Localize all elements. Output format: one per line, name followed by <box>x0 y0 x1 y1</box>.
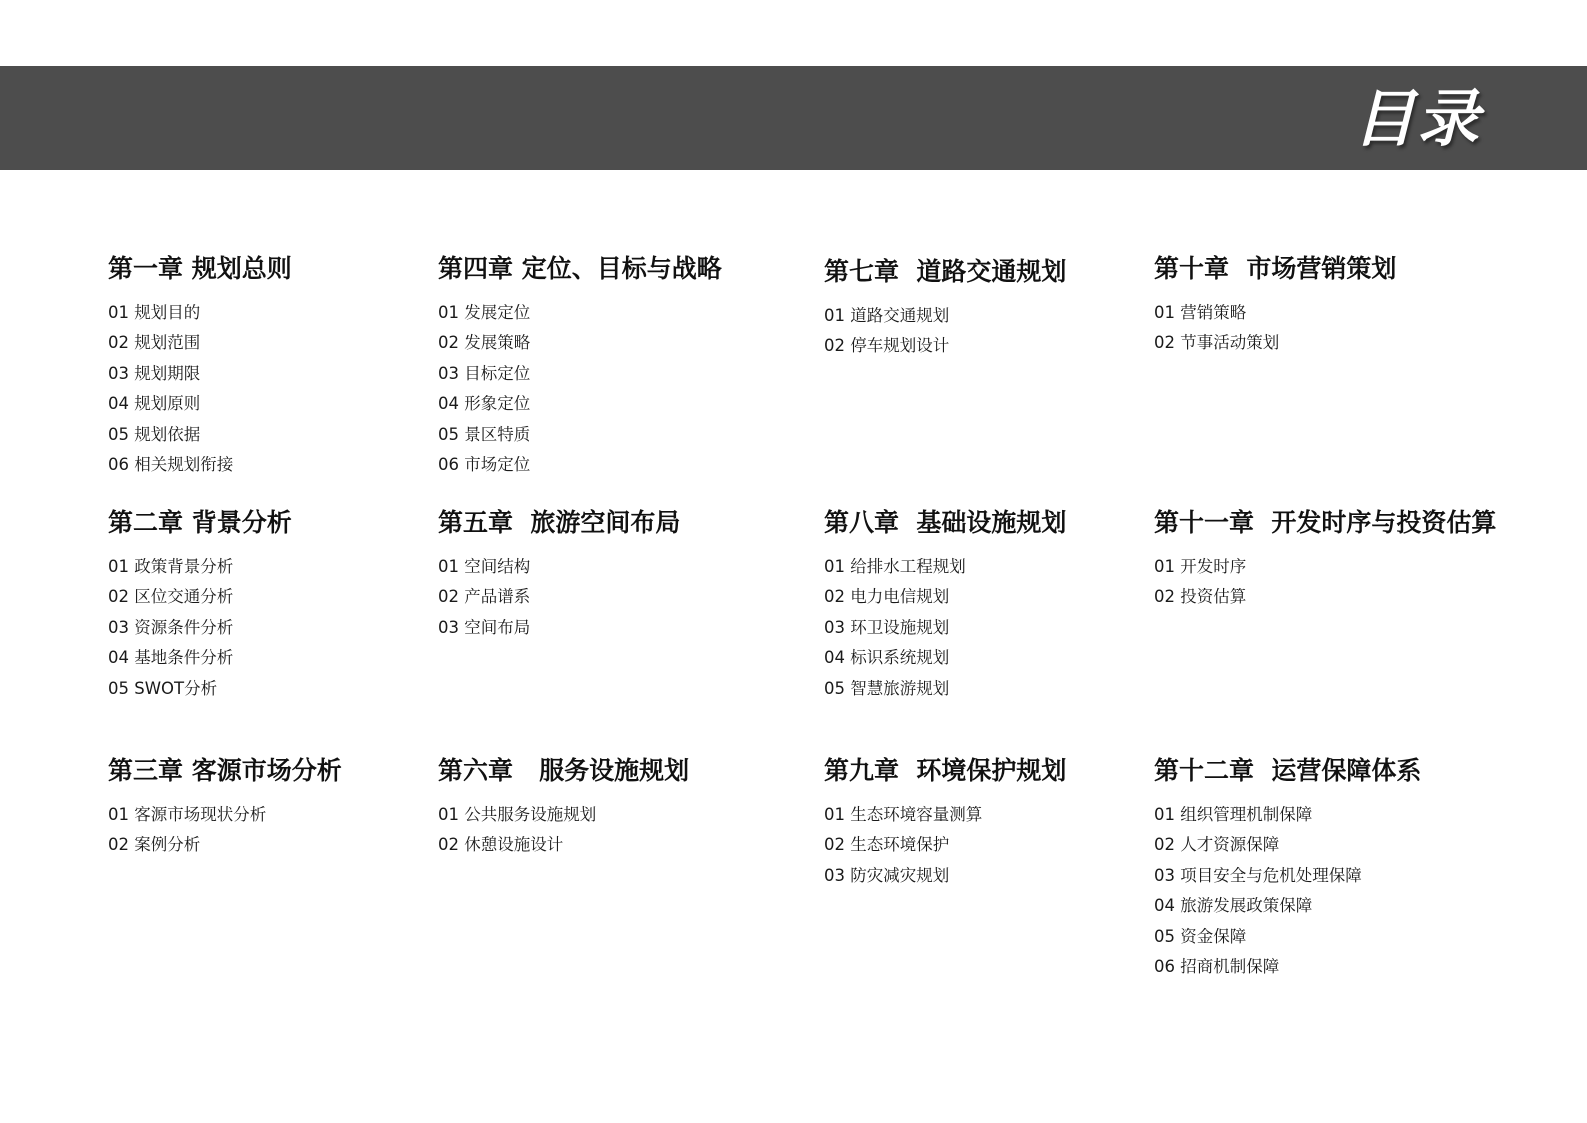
section-item[interactable]: 01 空间结构 <box>438 557 531 576</box>
section-item[interactable]: 02 休憩设施设计 <box>438 835 564 855</box>
section-item[interactable]: 04 标识系统规划 <box>824 648 950 668</box>
header-band <box>0 66 1587 170</box>
chapter-title[interactable]: 第八章 基础设施规划 <box>824 508 1067 537</box>
section-list <box>108 298 292 480</box>
chapter-11 <box>1154 506 1496 613</box>
chapter-8 <box>824 506 1066 704</box>
section-list <box>824 301 1066 362</box>
chapter-title[interactable]: 第二章 背景分析 <box>108 508 292 537</box>
section-item[interactable]: 04 规划原则 <box>108 394 201 414</box>
section-item[interactable]: 01 发展定位 <box>438 303 531 322</box>
section-item[interactable]: 01 营销策略 <box>1154 303 1247 322</box>
chapter-7 <box>824 255 1066 362</box>
chapter-10 <box>1154 252 1396 359</box>
section-item[interactable]: 01 公共服务设施规划 <box>438 805 597 824</box>
section-item[interactable]: 03 目标定位 <box>438 363 531 383</box>
section-item[interactable]: 02 人才资源保障 <box>1154 835 1280 855</box>
section-item[interactable]: 01 客源市场现状分析 <box>108 805 267 824</box>
section-list <box>1154 800 1421 982</box>
chapter-title[interactable]: 第一章 规划总则 <box>108 254 292 283</box>
section-item[interactable]: 01 生态环境容量测算 <box>824 805 983 824</box>
section-item[interactable]: 02 停车规划设计 <box>824 336 950 356</box>
section-item[interactable]: 02 规划范围 <box>108 333 201 353</box>
section-item[interactable]: 02 投资估算 <box>1154 587 1247 607</box>
section-item[interactable]: 03 资源条件分析 <box>108 617 234 637</box>
chapter-3 <box>108 754 342 861</box>
chapter-12 <box>1154 754 1421 982</box>
section-list <box>438 800 689 861</box>
section-item[interactable]: 01 道路交通规划 <box>824 306 950 325</box>
section-item[interactable]: 03 空间布局 <box>438 617 531 637</box>
chapter-6 <box>438 754 689 861</box>
section-item[interactable]: 01 政策背景分析 <box>108 557 234 576</box>
section-item[interactable]: 05 资金保障 <box>1154 926 1247 946</box>
chapter-title[interactable]: 第三章 客源市场分析 <box>108 756 342 785</box>
section-item[interactable]: 02 节事活动策划 <box>1154 333 1280 353</box>
section-item[interactable]: 01 规划目的 <box>108 303 201 322</box>
section-list <box>108 800 342 861</box>
section-item[interactable]: 01 开发时序 <box>1154 557 1247 576</box>
chapter-title[interactable]: 第九章 环境保护规划 <box>824 756 1067 785</box>
section-item[interactable]: 04 旅游发展政策保障 <box>1154 896 1313 916</box>
chapter-title[interactable]: 第七章 道路交通规划 <box>824 257 1067 286</box>
section-item[interactable]: 04 形象定位 <box>438 394 531 414</box>
section-item[interactable]: 06 招商机制保障 <box>1154 957 1280 977</box>
section-list <box>438 298 722 480</box>
chapter-title[interactable]: 第十二章 运营保障体系 <box>1154 756 1422 785</box>
chapter-title[interactable]: 第六章 服务设施规划 <box>438 756 690 785</box>
section-item[interactable]: 01 组织管理机制保障 <box>1154 805 1313 824</box>
section-list <box>824 800 1066 891</box>
section-list <box>1154 552 1496 613</box>
section-item[interactable]: 03 防灾减灾规划 <box>824 865 950 885</box>
section-item[interactable]: 02 发展策略 <box>438 333 531 353</box>
section-item[interactable]: 03 环卫设施规划 <box>824 617 950 637</box>
section-item[interactable]: 02 区位交通分析 <box>108 587 234 607</box>
section-item[interactable]: 05 智慧旅游规划 <box>824 678 950 698</box>
chapter-5 <box>438 506 680 643</box>
section-item[interactable]: 02 产品谱系 <box>438 587 531 607</box>
page-title: 目录 <box>1352 82 1481 155</box>
chapter-title[interactable]: 第十一章 开发时序与投资估算 <box>1154 508 1497 537</box>
section-list <box>108 552 292 704</box>
section-item[interactable]: 04 基地条件分析 <box>108 648 234 668</box>
section-item[interactable]: 02 案例分析 <box>108 835 201 855</box>
chapter-title[interactable]: 第十章 市场营销策划 <box>1154 254 1397 283</box>
section-item[interactable]: 05 景区特质 <box>438 424 531 444</box>
chapter-1 <box>108 252 292 480</box>
section-item[interactable]: 03 项目安全与危机处理保障 <box>1154 865 1362 885</box>
section-list <box>438 552 680 643</box>
chapter-9 <box>824 754 1066 891</box>
section-list <box>824 552 1066 704</box>
section-item[interactable]: 02 电力电信规划 <box>824 587 950 607</box>
chapter-2 <box>108 506 292 704</box>
section-item[interactable]: 02 生态环境保护 <box>824 835 950 855</box>
section-item[interactable]: 06 相关规划衔接 <box>108 455 234 475</box>
chapter-title[interactable]: 第四章 定位、目标与战略 <box>438 254 722 283</box>
section-list <box>1154 298 1396 359</box>
section-item[interactable]: 05 SWOT分析 <box>108 678 218 698</box>
section-item[interactable]: 01 给排水工程规划 <box>824 557 966 576</box>
chapter-title[interactable]: 第五章 旅游空间布局 <box>438 508 681 537</box>
section-item[interactable]: 05 规划依据 <box>108 424 201 444</box>
chapter-4 <box>438 252 722 480</box>
section-item[interactable]: 03 规划期限 <box>108 363 201 383</box>
section-item[interactable]: 06 市场定位 <box>438 455 531 475</box>
